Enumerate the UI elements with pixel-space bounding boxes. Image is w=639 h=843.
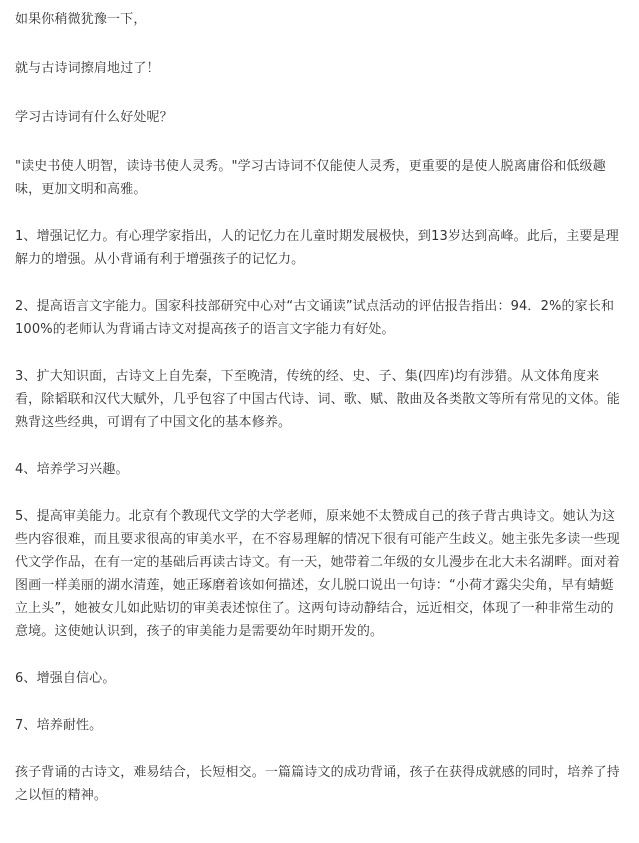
paragraph-intro-1: 如果你稍微犹豫一下，: [15, 12, 147, 27]
paragraph-spacer: [15, 31, 621, 57]
paragraph-point-4: 4、培养学习兴趣。: [15, 462, 129, 477]
paragraph-spacer: [15, 341, 621, 365]
paragraph-intro-2: 就与古诗词擦肩地过了！: [15, 61, 160, 76]
paragraph-point-2: 2、提高语言文字能力。国家科技部研究中心对“古文诵读”试点活动的评估报告指出：94．2%的家长和100%的老师认为背诵古诗文对提高孩子的语言文字能力有好处。: [15, 299, 615, 337]
paragraph-point-6: 6、增强自信心。: [15, 671, 116, 686]
paragraph-spacer: [15, 737, 621, 761]
paragraph-point-7: 7、培养耐性。: [15, 718, 103, 733]
paragraph-conclusion: 孩子背诵的古诗文，难易结合，长短相交。一篇篇诗文的成功背诵，孩子在获得成就感的同时，培养了持之以恒的精神。: [15, 765, 620, 803]
paragraph-spacer: [15, 201, 621, 225]
paragraph-point-5: 5、提高审美能力。北京有个教现代文学的大学老师，原来她不太赞成自己的孩子背古典诗文。她认为这些内容很难，而且要求很高的审美水平，在不容易理解的情况下很有可能产生歧义。她主张先多读一些现代文学作品，在有一定的基础后再读古诗文。有一天，她带着二年级的女儿漫步在北大未名湖畔。面对着图画一样美丽的湖水清莲，她正琢磨着该如何描述，女儿脱口说出一句诗：“小荷才露尖尖角，早有蜻蜓立上头”，她被女儿如此贴切的审美表述惊住了。这两句诗动静结合，远近相交，体现了一种非常生动的意境。这使她认识到，孩子的审美能力是需要幼年时期开发的。: [15, 509, 620, 639]
paragraph-spacer: [15, 434, 621, 458]
paragraph-spacer: [15, 481, 621, 505]
paragraph-quote: "读史书使人明智，读诗书使人灵秀。"学习古诗词不仅能使人灵秀，更重要的是使人脱离庸俗和低级趣味，更加文明和高雅。: [15, 159, 606, 197]
paragraph-spacer: [15, 80, 621, 106]
paragraph-point-3: 3、扩大知识面，古诗文上自先秦，下至晚清，传统的经、史、子、集(四库)均有涉猎。从文体角度来看，除韬联和汉代大赋外，几乎包容了中国古代诗、词、歌、赋、散曲及各类散文等所有常见的文体。能熟背这些经典，可谓有了中国文化的基本修养。: [15, 369, 620, 430]
paragraph-point-1: 1、增强记忆力。有心理学家指出，人的记忆力在儿童时期发展极快，到13岁达到高峰。此后，主要是理解力的增强。从小背诵有利于增强孩子的记忆力。: [15, 229, 619, 267]
paragraph-spacer: [15, 690, 621, 714]
paragraph-spacer: [15, 129, 621, 155]
paragraph-spacer: [15, 271, 621, 295]
paragraph-question: 学习古诗词有什么好处呢？: [15, 110, 173, 125]
article-body: [15, 8, 621, 807]
paragraph-spacer: [15, 643, 621, 667]
